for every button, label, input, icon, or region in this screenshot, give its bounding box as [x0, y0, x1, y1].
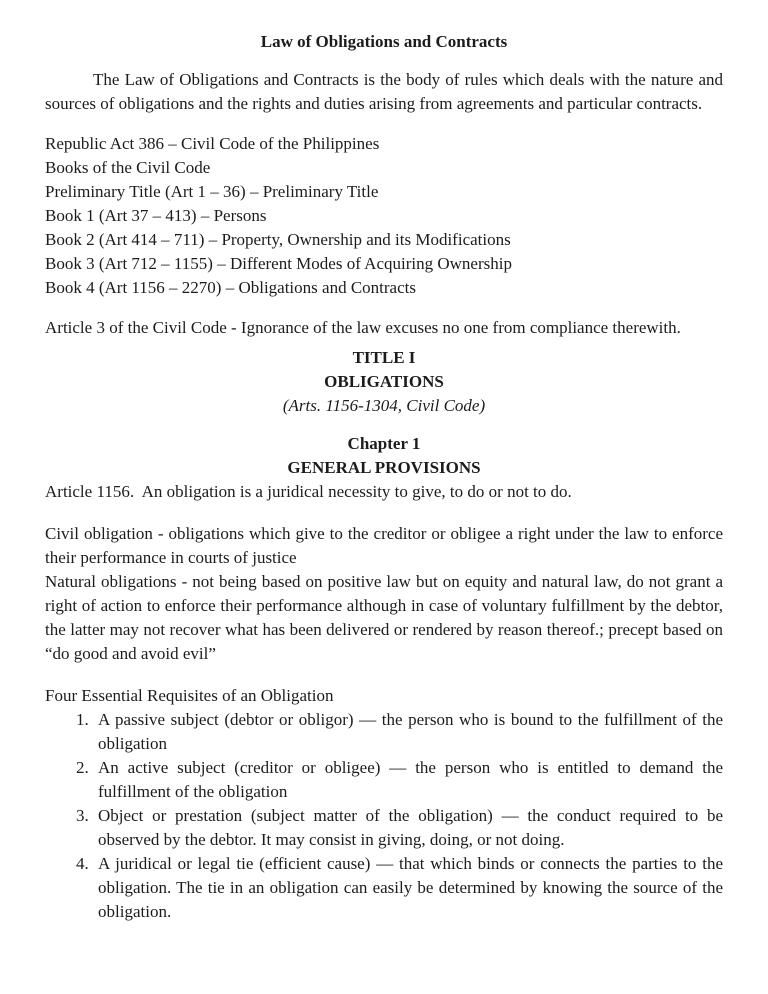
general-provisions-heading: GENERAL PROVISIONS — [287, 458, 481, 477]
outline-line-book2: Book 2 (Art 414 – 711) – Property, Ownership and its Modifications — [45, 230, 511, 249]
title-i-block — [45, 346, 723, 418]
page-title: Law of Obligations and Contracts — [260, 32, 508, 51]
requisite-item-object-prestation: 3. Object or prestation (subject matter of the obligation) — the conduct required to be observed by the debtor. It may consist in giving, doing, or not doing. — [93, 804, 723, 852]
chapter1-block — [45, 432, 723, 480]
article-1156-line: Article 1156. An obligation is a juridical necessity to give, to do or not to do. — [45, 482, 572, 501]
requisite-item-active-subject: 2. An active subject (creditor or obligee) — the person who is entitled to demand the fulfillment of the obligation — [93, 756, 723, 804]
chapter1-heading: Chapter 1 — [347, 434, 421, 453]
title-i-heading: TITLE I — [352, 348, 416, 367]
obligations-heading: OBLIGATIONS — [324, 372, 444, 391]
civil-obligation-paragraph: Civil obligation - obligations which give to the creditor or obligee a right under the law to enforce their performance in courts of justice — [45, 524, 723, 567]
outline-line-books: Books of the Civil Code — [45, 158, 211, 177]
outline-line-book1: Book 1 (Art 37 – 413) – Persons — [45, 206, 267, 225]
requisite-item-juridical-tie: 4. A juridical or legal tie (efficient cause) — that which binds or connects the parties to the obligation. The tie in an obligation can easily be determined by knowing the source of the obligation. — [93, 852, 723, 924]
requisites-heading: Four Essential Requisites of an Obligation — [45, 686, 334, 705]
outline-line-book3: Book 3 (Art 712 – 1155) – Different Modes of Acquiring Ownership — [45, 254, 512, 273]
outline-line-book4: Book 4 (Art 1156 – 2270) – Obligations and Contracts — [45, 278, 416, 297]
arts-range-subheading: (Arts. 1156-1304, Civil Code) — [282, 396, 486, 415]
civil-code-outline — [45, 132, 723, 300]
outline-line-preliminary-title: Preliminary Title (Art 1 – 36) – Preliminary Title — [45, 182, 379, 201]
intro-paragraph: The Law of Obligations and Contracts is the body of rules which deals with the nature and sources of obligations and the rights and duties arising from agreements and particular contracts. — [45, 70, 723, 113]
requisite-item-passive-subject: 1. A passive subject (debtor or obligor) — the person who is bound to the fulfillment of the obligation — [93, 708, 723, 756]
article3-line: Article 3 of the Civil Code - Ignorance of the law excuses no one from compliance therewith. — [45, 318, 681, 337]
requisites-list — [45, 708, 723, 924]
outline-line-republic-act: Republic Act 386 – Civil Code of the Philippines — [45, 134, 380, 153]
natural-obligation-paragraph: Natural obligations - not being based on positive law but on equity and natural law, do not grant a right of action to enforce their performance although in case of voluntary fulfillment by the debtor, the latter may not recover what has been delivered or rendered by reason thereof.; precept based on “do good and avoid evil” — [45, 572, 723, 663]
